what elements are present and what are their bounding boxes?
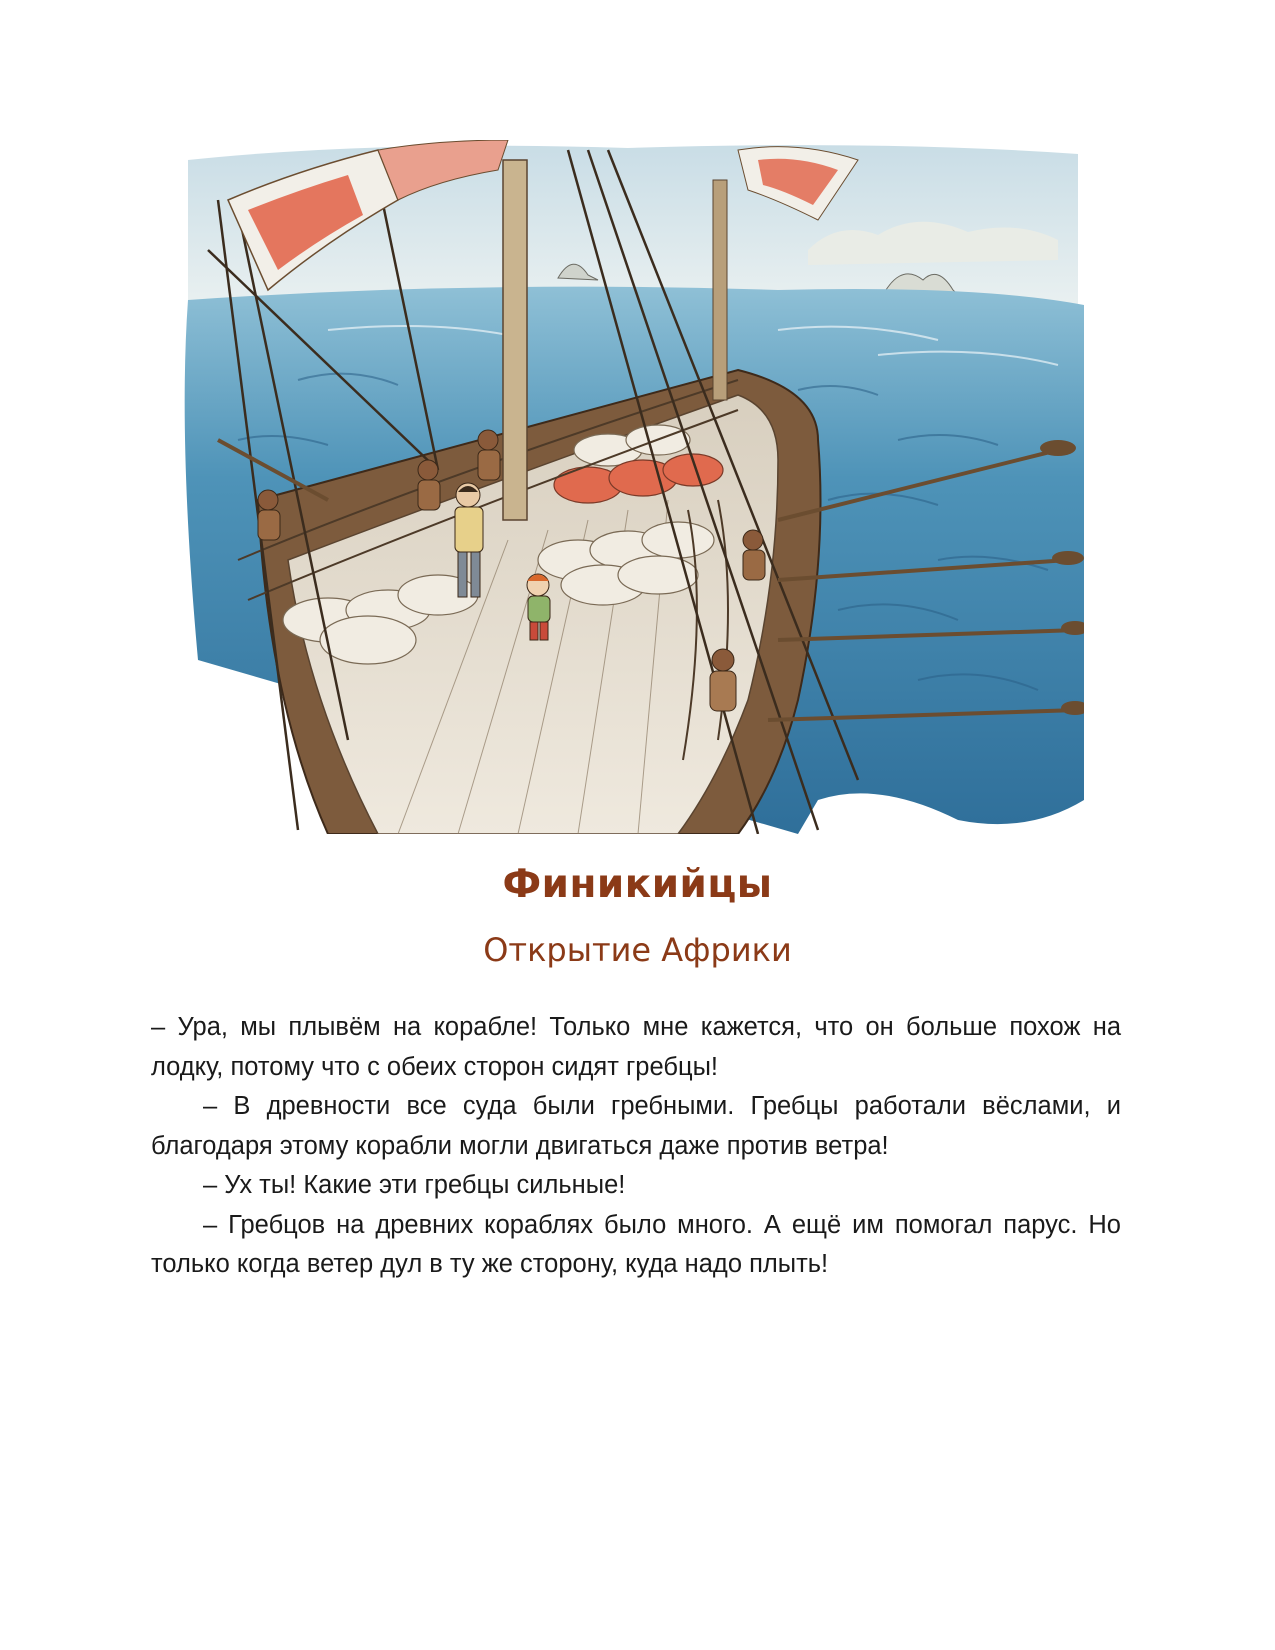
paragraph: – Ура, мы плывём на корабле! Только мне кажется, что он больше похож на лодку, потому что с обеих сторон сидят гребцы! (151, 1013, 1121, 1081)
mast (503, 160, 527, 520)
paragraph: – В древности все суда были гребными. Гребцы работали вёслами, и благодаря этому корабли могли двигаться даже против ветра! (151, 1092, 1121, 1160)
paragraph: – Гребцов на древних кораблях было много. А ещё им помогал парус. Но только когда ветер дул в ту же сторону, куда надо плыть! (151, 1210, 1121, 1278)
chapter-subtitle: Открытие Африки (483, 931, 792, 969)
story-text (151, 1008, 1121, 1285)
chapter-title: Финикийцы (502, 862, 773, 907)
ship-illustration (178, 140, 1084, 834)
ship-scene-svg (178, 140, 1084, 834)
prow-post (713, 180, 727, 400)
paragraph: – Ух ты! Какие эти гребцы сильные! (203, 1171, 626, 1199)
